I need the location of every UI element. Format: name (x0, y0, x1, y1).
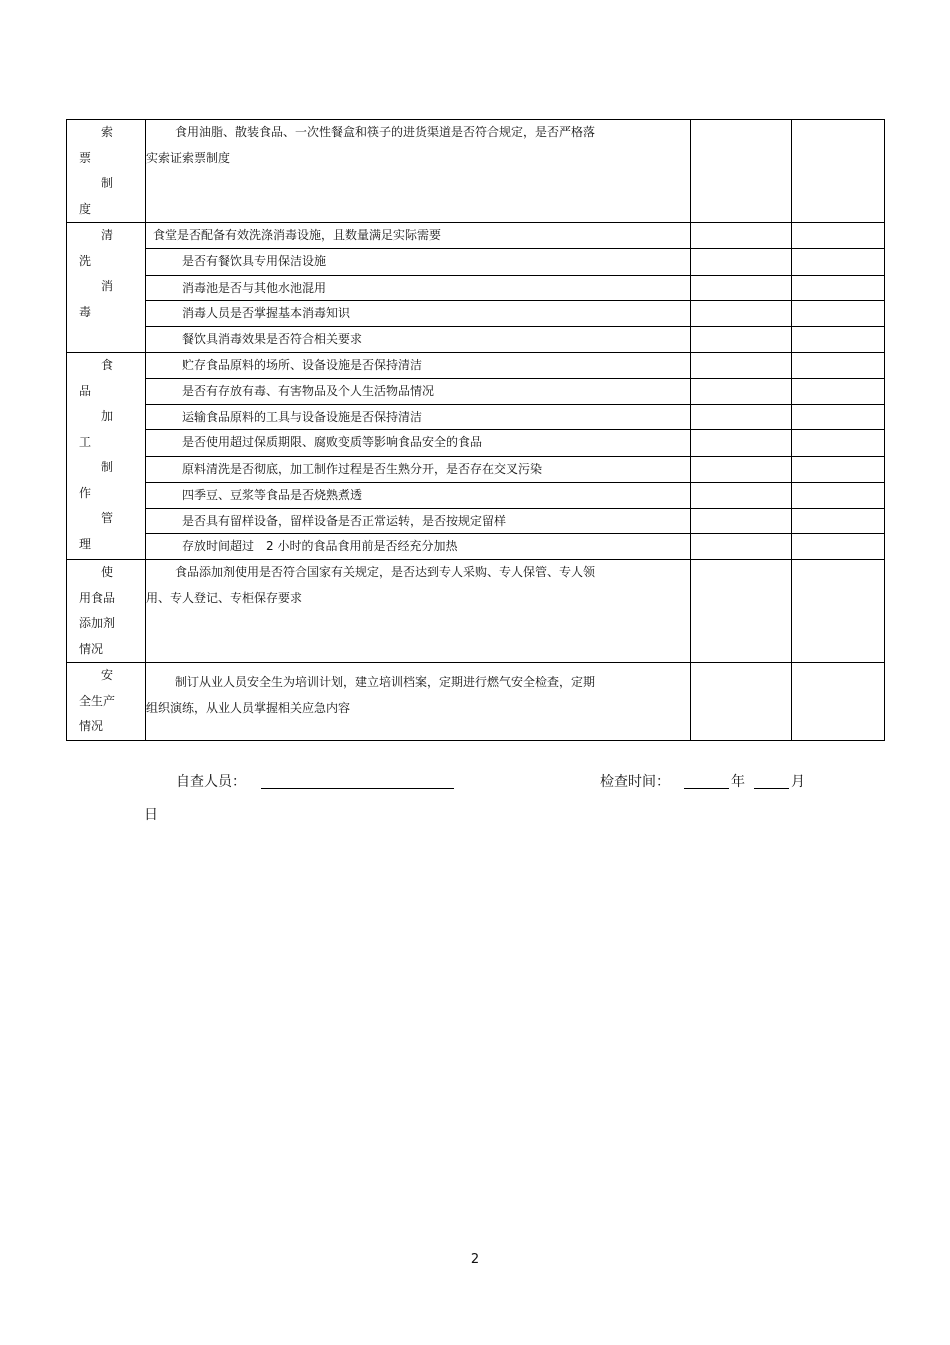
category-label-line: 用食品 (79, 590, 116, 605)
check-item-cell (146, 482, 691, 508)
check-item-text: 是否具有留样设备，留样设备是否正常运转，是否按规定留样 (182, 513, 507, 528)
check-result-cell[interactable] (691, 223, 792, 249)
check-item-text: 贮存食品原料的场所、设备设施是否保持清洁 (182, 358, 423, 372)
check-item-text: 餐饮具消毒效果是否符合相关要求 (182, 332, 363, 346)
check-result-cell[interactable] (691, 301, 792, 327)
check-item-cell (146, 430, 691, 457)
remark-cell[interactable] (792, 560, 885, 663)
table-row (67, 120, 885, 223)
remark-cell[interactable] (792, 327, 885, 353)
remark-cell[interactable] (792, 482, 885, 508)
day-label: 日 (144, 807, 158, 823)
remark-cell[interactable] (792, 120, 885, 223)
table-row (67, 248, 885, 275)
remark-cell[interactable] (792, 223, 885, 249)
check-item-cell (146, 223, 691, 249)
remark-cell[interactable] (792, 404, 885, 430)
category-label-line: 安 (101, 668, 114, 682)
check-result-cell[interactable] (691, 275, 792, 301)
check-result-cell[interactable] (691, 482, 792, 508)
remark-cell[interactable] (792, 353, 885, 379)
check-item-text: 制订从业人员安全生为培训计划，建立培训档案，定期进行燃气安全检查，定期 (175, 675, 596, 689)
table-row (67, 457, 885, 483)
category-label-line: 制 (101, 176, 114, 190)
check-item-cell (146, 457, 691, 483)
check-result-cell[interactable] (691, 430, 792, 457)
check-item-text: 消毒池是否与其他水池混用 (182, 280, 327, 295)
check-item-text: 是否有餐饮具专用保洁设施 (182, 253, 327, 268)
check-item-text: 是否有存放有毒、有害物品及个人生活物品情况 (182, 383, 435, 398)
table-row (67, 560, 885, 663)
check-result-cell[interactable] (691, 120, 792, 223)
category-label-line: 全生产 (79, 693, 116, 708)
check-item-text: 食品添加剂使用是否符合国家有关规定，是否达到专人采购、专人保管、专人领 (175, 565, 596, 579)
category-cell (67, 353, 146, 560)
year-blank[interactable] (684, 788, 729, 789)
category-cell (67, 120, 146, 223)
remark-cell[interactable] (792, 275, 885, 301)
remark-cell[interactable] (792, 378, 885, 404)
table-row (67, 534, 885, 560)
check-item-cell (146, 560, 691, 663)
check-item-text: 消毒人员是否掌握基本消毒知识 (182, 306, 351, 320)
check-item-text: 食堂是否配备有效洗涤消毒设施，且数量满足实际需要 (153, 228, 442, 242)
category-label-line: 作 (79, 485, 92, 500)
category-label-line: 食 (101, 358, 114, 372)
category-label-line: 情况 (79, 641, 104, 656)
check-item-cell (146, 353, 691, 379)
check-result-cell[interactable] (691, 534, 792, 560)
category-label-line: 使 (101, 565, 114, 579)
table-row (67, 353, 885, 379)
check-result-cell[interactable] (691, 248, 792, 275)
category-label-line: 消 (101, 279, 114, 293)
inspection-table (66, 119, 885, 741)
table-row (67, 327, 885, 353)
remark-cell[interactable] (792, 430, 885, 457)
check-item-text: 是否使用超过保质期限、腐败变质等影响食品安全的食品 (182, 435, 483, 449)
table-row (67, 482, 885, 508)
check-result-cell[interactable] (691, 327, 792, 353)
table-row (67, 663, 885, 741)
check-item-cell (146, 508, 691, 534)
check-item-cell (146, 404, 691, 430)
check-result-cell[interactable] (691, 457, 792, 483)
table-row (67, 404, 885, 430)
check-result-cell[interactable] (691, 663, 792, 741)
check-item-cell (146, 120, 691, 223)
page-number: 2 (470, 1252, 480, 1267)
check-item-cell (146, 327, 691, 353)
category-label-line: 票 (79, 150, 92, 165)
check-item-cell (146, 534, 691, 560)
category-label-line: 情况 (79, 719, 104, 733)
check-time-label: 检查时间： (600, 774, 670, 790)
table-row (67, 223, 885, 249)
check-item-text: 食用油脂、散装食品、一次性餐盒和筷子的进货渠道是否符合规定，是否严格落 (175, 125, 596, 139)
month-label: 月 (791, 774, 805, 790)
table-row (67, 508, 885, 534)
table-row (67, 430, 885, 457)
category-label-line: 理 (79, 536, 92, 551)
remark-cell[interactable] (792, 248, 885, 275)
table-row (67, 301, 885, 327)
table-row (67, 378, 885, 404)
check-item-cell (146, 248, 691, 275)
check-result-cell[interactable] (691, 353, 792, 379)
remark-cell[interactable] (792, 301, 885, 327)
remark-cell[interactable] (792, 663, 885, 741)
check-item-text: 原料清洗是否彻底，加工制作过程是否生熟分开，是否存在交叉污染 (182, 462, 543, 476)
check-result-cell[interactable] (691, 378, 792, 404)
check-result-cell[interactable] (691, 404, 792, 430)
category-label-line: 工 (79, 434, 92, 449)
table-row (67, 275, 885, 301)
check-item-text: 运输食品原料的工具与设备设施是否保持清洁 (182, 409, 423, 424)
check-item-cell (146, 275, 691, 301)
check-result-cell[interactable] (691, 560, 792, 663)
check-item-text: 实索证索票制度 (146, 150, 231, 165)
category-label-line: 制 (101, 460, 114, 474)
month-blank[interactable] (754, 788, 789, 789)
inspector-label: 自查人员： (176, 774, 246, 790)
check-item-cell (146, 301, 691, 327)
check-item-cell (146, 663, 691, 741)
check-item-text: 组织演练，从业人员掌握相关应急内容 (146, 700, 351, 715)
remark-cell[interactable] (792, 457, 885, 483)
category-cell (67, 663, 146, 741)
category-label-line: 洗 (79, 253, 92, 268)
check-result-cell[interactable] (691, 508, 792, 534)
inspection-table-body (67, 120, 885, 741)
category-label-line: 清 (101, 228, 114, 242)
check-item-text: 用、专人登记、专柜保存要求 (146, 590, 303, 605)
category-label-line: 毒 (79, 304, 92, 319)
category-label-line: 度 (79, 201, 92, 216)
check-item-text: 存放时间超过 2 小时的食品食用前是否经充分加热 (182, 539, 458, 553)
check-item-cell (146, 378, 691, 404)
category-label-line: 品 (79, 383, 92, 398)
inspector-signature-line[interactable] (261, 788, 454, 789)
remark-cell[interactable] (792, 508, 885, 534)
category-label-line: 索 (101, 125, 114, 139)
category-label-line: 管 (101, 511, 114, 525)
year-label: 年 (731, 774, 745, 790)
remark-cell[interactable] (792, 534, 885, 560)
category-label-line: 加 (101, 409, 114, 423)
check-item-text: 四季豆、豆浆等食品是否烧熟煮透 (182, 487, 363, 502)
category-label-line: 添加剂 (79, 616, 116, 630)
category-cell (67, 223, 146, 353)
category-cell (67, 560, 146, 663)
